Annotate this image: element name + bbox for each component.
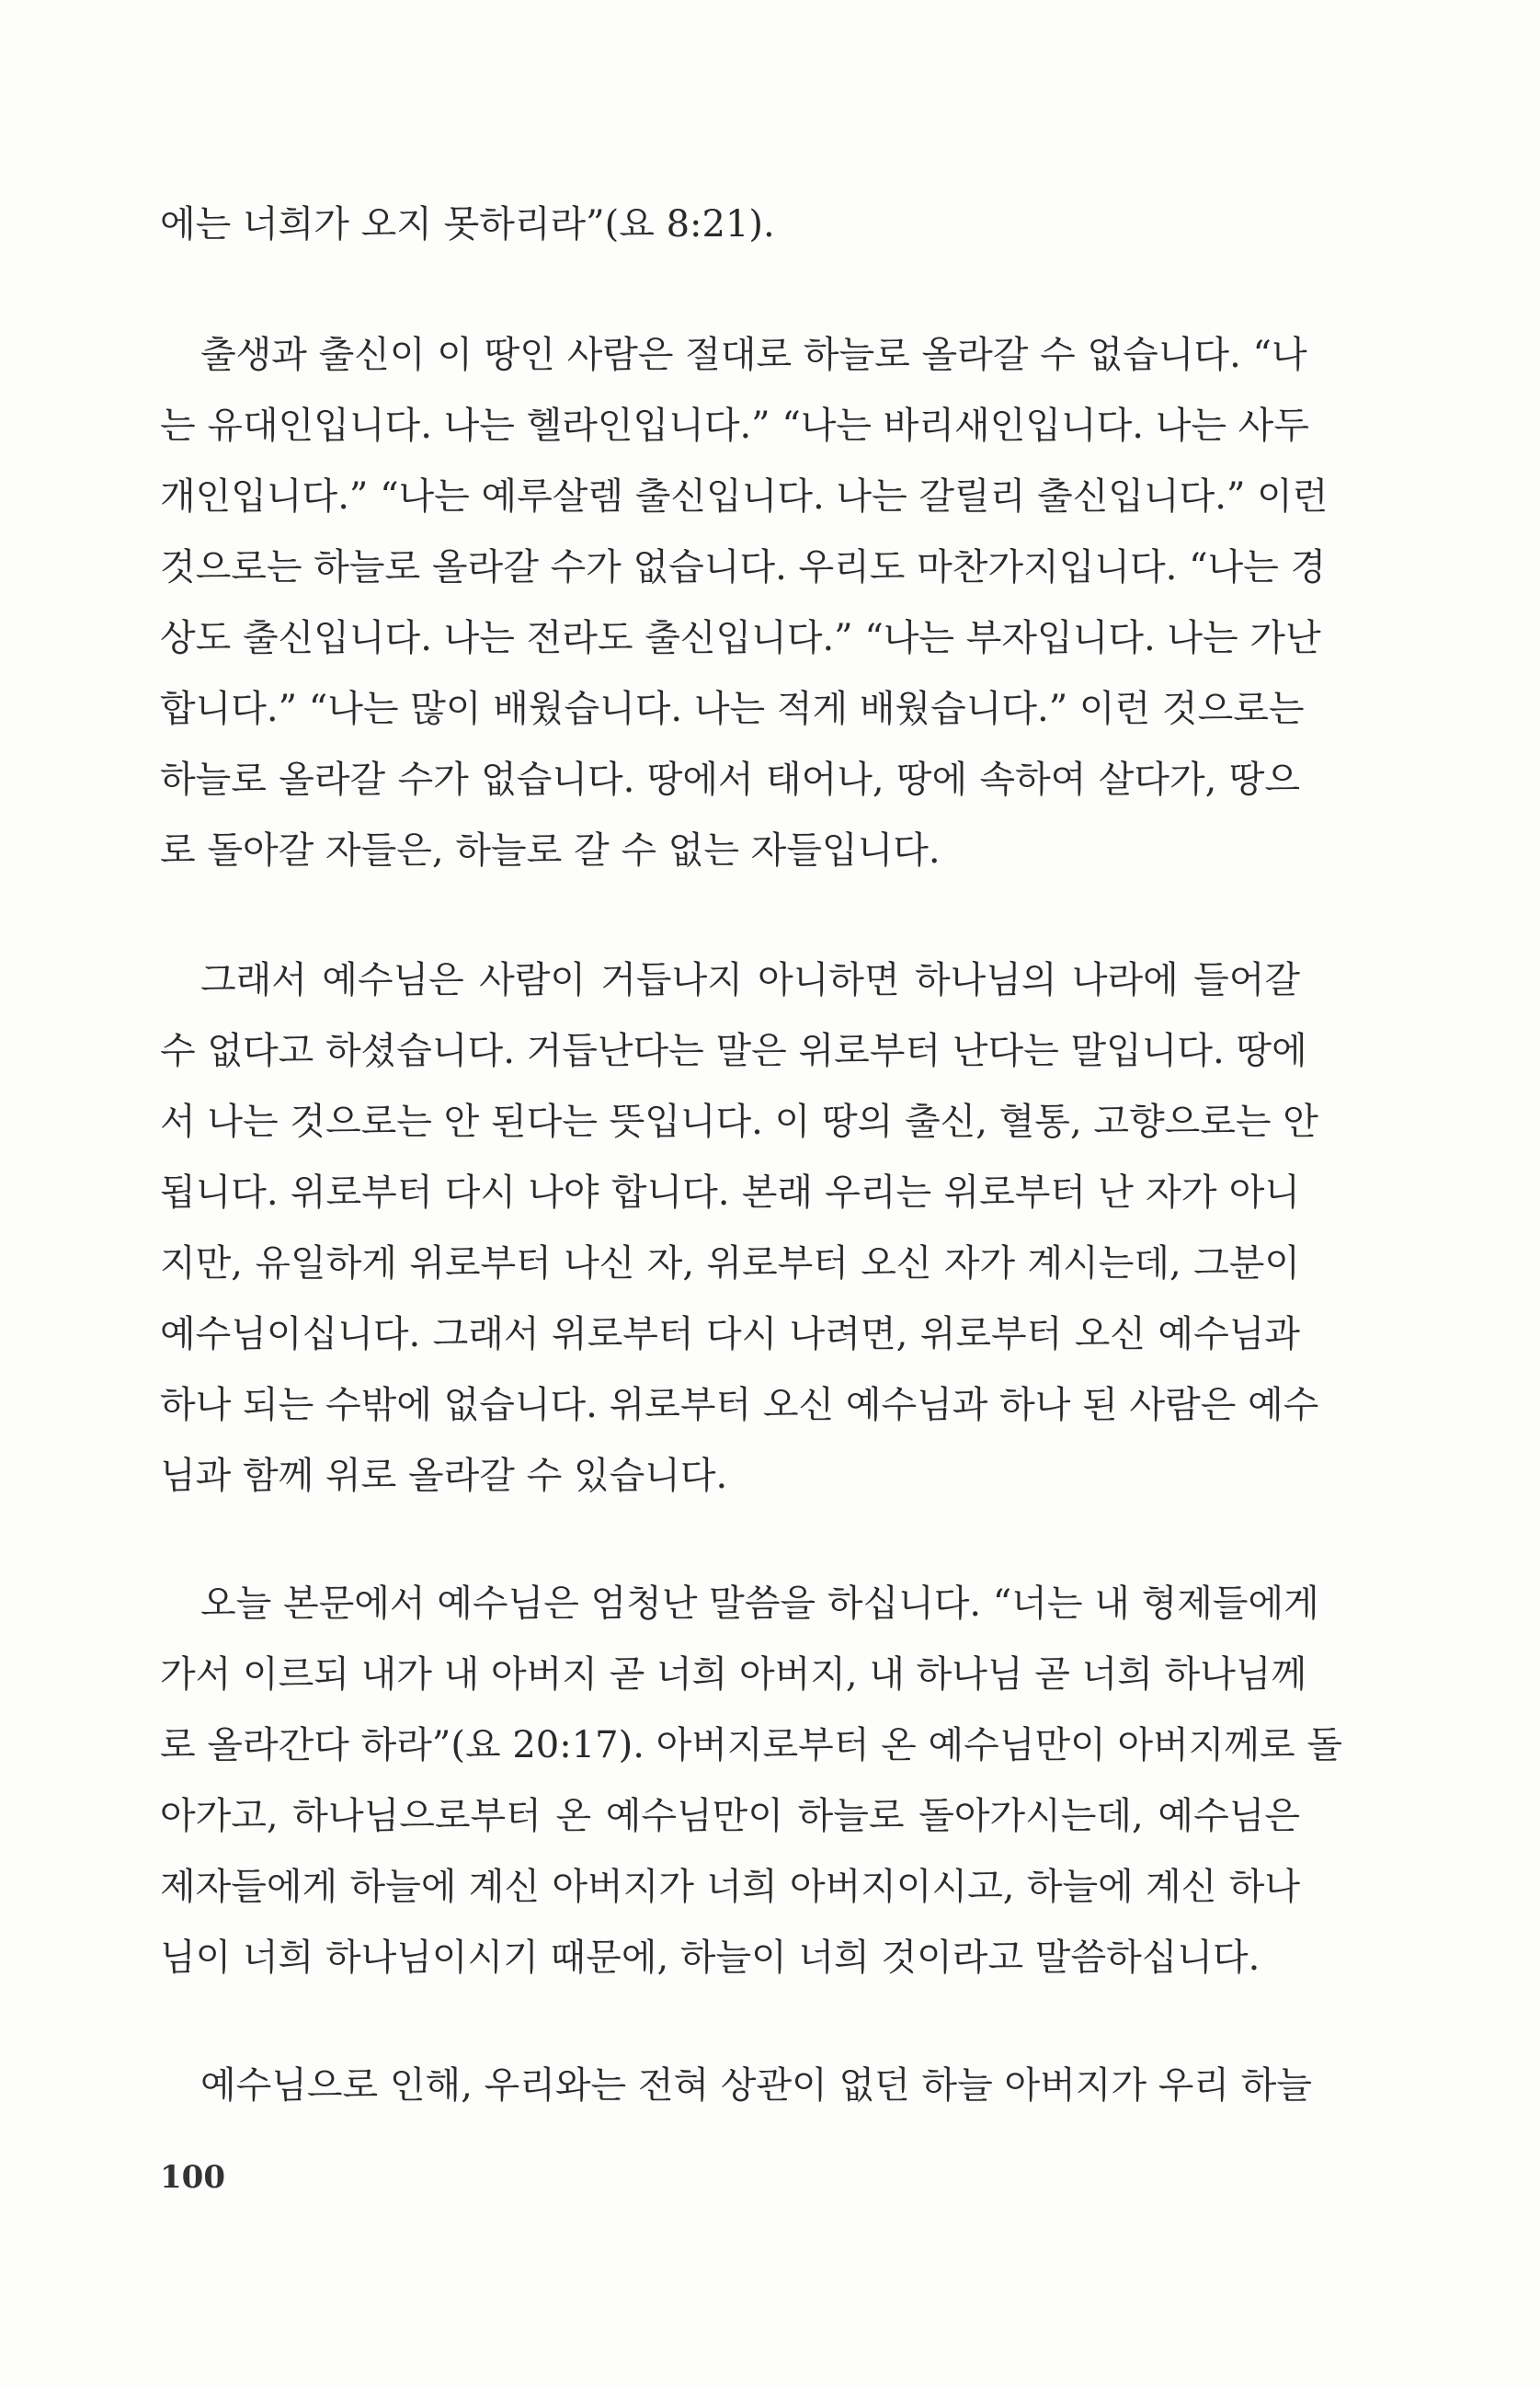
text-line: 상도 출신입니다. 나는 전라도 출신입니다.” “나는 부자입니다. 나는 가난 [160, 617, 1321, 659]
text-line: 로 올라간다 하라”(요 20:17). 아버지로부터 온 예수님만이 아버지께로 돌 [160, 1724, 1343, 1766]
text-line: 가서 이르되 내가 내 아버지 곧 너희 아버지, 내 하나님 곧 너희 하나님께 [160, 1653, 1307, 1696]
text-line: 로 돌아갈 자들은, 하늘로 갈 수 없는 자들입니다. [160, 829, 941, 872]
text-line: 에는 너희가 오지 못하리라”(요 8:21). [160, 203, 775, 246]
text-line: 됩니다. 위로부터 다시 나야 합니다. 본래 우리는 위로부터 난 자가 아니 [160, 1171, 1300, 1214]
text-line: 개인입니다.” “나는 예루살렘 출신입니다. 나는 갈릴리 출신입니다.” 이런 [160, 475, 1329, 518]
text-line: 아가고, 하나님으로부터 온 예수님만이 하늘로 돌아가시는데, 예수님은 [160, 1795, 1300, 1837]
text-line: 예수님으로 인해, 우리와는 전혀 상관이 없던 하늘 아버지가 우리 하늘 [200, 2064, 1313, 2107]
text-line: 하나 되는 수밖에 없습니다. 위로부터 오신 예수님과 하나 된 사람은 예수 [160, 1384, 1319, 1426]
text-line: 서 나는 것으로는 안 된다는 뜻입니다. 이 땅의 출신, 혈통, 고향으로는 안 [160, 1101, 1318, 1143]
text-line: 는 유대인입니다. 나는 헬라인입니다.” “나는 바리새인입니다. 나는 사두 [160, 405, 1309, 447]
text-line: 그래서 예수님은 사람이 거듭나지 아니하면 하나님의 나라에 들어갈 [200, 959, 1300, 1001]
text-line: 제자들에게 하늘에 계신 아버지가 너희 아버지이시고, 하늘에 계신 하나 [160, 1866, 1300, 1908]
text-line: 오늘 본문에서 예수님은 엄청난 말씀을 하십니다. “너는 내 형제들에게 [200, 1582, 1319, 1625]
text-line: 수 없다고 하셨습니다. 거듭난다는 말은 위로부터 난다는 말입니다. 땅에 [160, 1030, 1307, 1072]
text-line: 님이 너희 하나님이시기 때문에, 하늘이 너희 것이라고 말씀하십니다. [160, 1937, 1261, 1979]
text-line: 출생과 출신이 이 땅인 사람은 절대로 하늘로 올라갈 수 없습니다. “나 [200, 334, 1307, 376]
text-line: 것으로는 하늘로 올라갈 수가 없습니다. 우리도 마찬가지입니다. “나는 경 [160, 546, 1327, 588]
text-line: 합니다.” “나는 많이 배웠습니다. 나는 적게 배웠습니다.” 이런 것으로는 [160, 688, 1305, 730]
text-line: 지만, 유일하게 위로부터 나신 자, 위로부터 오신 자가 계시는데, 그분이 [160, 1242, 1300, 1285]
text-line: 예수님이십니다. 그래서 위로부터 다시 나려면, 위로부터 오신 예수님과 [160, 1313, 1300, 1355]
text-line: 님과 함께 위로 올라갈 수 있습니다. [160, 1455, 728, 1497]
text-line: 하늘로 올라갈 수가 없습니다. 땅에서 태어나, 땅에 속하여 살다가, 땅으 [160, 759, 1300, 801]
page-number: 100 [160, 2159, 225, 2196]
